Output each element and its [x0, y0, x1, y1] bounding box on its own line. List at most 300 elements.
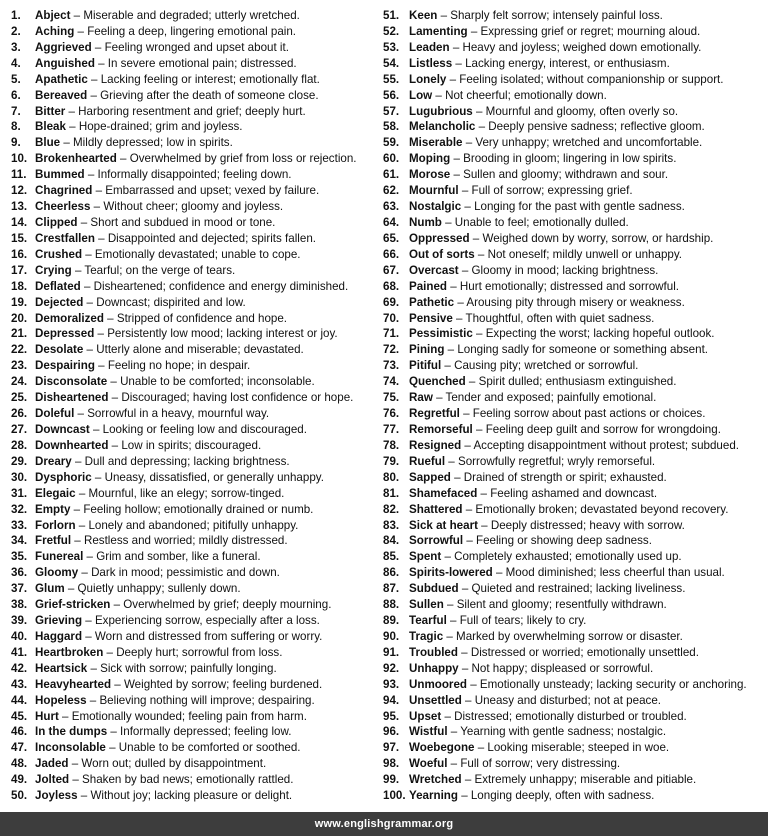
entry-number: 7. — [11, 104, 21, 118]
entry-word: Gloomy — [35, 566, 79, 580]
entry-number: 81. — [383, 486, 400, 500]
word-entry — [11, 247, 373, 263]
entry-word: Elegaic — [35, 486, 76, 500]
entry-definition: Thoughtful, often with quiet sadness. — [465, 311, 655, 325]
entry-number: 26. — [11, 407, 28, 421]
word-entry — [383, 263, 763, 279]
entry-separator: – — [444, 343, 458, 357]
entry-number: 50. — [11, 789, 28, 803]
entry-definition: Not oneself; mildly unwell or unhappy. — [487, 247, 682, 261]
entry-separator: – — [116, 152, 130, 166]
entry-number: 91. — [383, 645, 400, 659]
entry-definition: Disheartened; confidence and energy diminished. — [93, 279, 349, 293]
site-footer[interactable]: www.englishgrammar.org — [0, 812, 768, 836]
word-entry — [11, 295, 373, 311]
word-entry — [11, 374, 373, 390]
entry-separator: – — [462, 502, 476, 516]
entry-number: 55. — [383, 72, 400, 86]
entry-number: 78. — [383, 438, 400, 452]
word-entry — [383, 533, 763, 549]
word-entry — [383, 167, 763, 183]
word-entry — [11, 358, 373, 374]
word-entry — [11, 56, 373, 72]
word-entry — [11, 549, 373, 565]
entry-word: Out of sorts — [409, 247, 475, 261]
entry-word: Yearning — [409, 789, 458, 803]
entry-number: 39. — [11, 614, 28, 628]
entry-definition: Grim and somber, like a funeral. — [96, 550, 261, 564]
word-entry — [383, 470, 763, 486]
entry-definition: Emotionally unsteady; lacking security or anchoring. — [479, 677, 747, 691]
entry-word: Dreary — [35, 454, 72, 468]
entry-number: 24. — [11, 375, 28, 389]
entry-word: Miserable — [409, 136, 463, 150]
entry-word: Grief-stricken — [35, 598, 111, 612]
entry-word: Crying — [35, 263, 72, 277]
entry-definition: Tearful; on the verge of tears. — [84, 263, 236, 277]
entry-number: 90. — [383, 629, 400, 643]
entry-number: 15. — [11, 231, 28, 245]
entry-separator: – — [447, 757, 461, 771]
word-entry — [383, 390, 763, 406]
entry-separator: – — [450, 168, 464, 182]
word-entry — [383, 645, 763, 661]
entry-word: Bummed — [35, 168, 85, 182]
word-entry — [383, 40, 763, 56]
entry-number: 1. — [11, 9, 21, 22]
entry-number: 100. — [383, 789, 406, 803]
word-entry — [11, 581, 373, 597]
entry-separator: – — [92, 184, 106, 198]
word-entry — [11, 502, 373, 518]
entry-definition: Informally depressed; feeling low. — [120, 725, 292, 739]
entry-separator: – — [432, 391, 446, 405]
entry-separator: – — [450, 470, 464, 484]
entry-separator: – — [90, 200, 104, 214]
entry-separator: – — [472, 327, 486, 341]
entry-word: Shamefaced — [409, 486, 478, 500]
entry-number: 73. — [383, 359, 400, 373]
entry-definition: Disappointed and dejected; spirits fallen. — [107, 231, 316, 245]
word-entry — [11, 167, 373, 183]
word-entry — [383, 597, 763, 613]
entry-word: Anguished — [35, 56, 95, 70]
entry-definition: In severe emotional pain; distressed. — [107, 56, 297, 70]
entry-word: Troubled — [409, 645, 458, 659]
word-entry — [383, 724, 763, 740]
entry-separator: – — [83, 343, 97, 357]
entry-separator: – — [94, 327, 108, 341]
word-entry — [383, 756, 763, 772]
entry-separator: – — [105, 741, 119, 755]
entry-definition: Deeply distressed; heavy with sorrow. — [490, 518, 685, 532]
word-entry — [383, 677, 763, 693]
entry-word: Heartsick — [35, 661, 88, 675]
entry-separator: – — [461, 438, 474, 452]
word-entry — [11, 40, 373, 56]
entry-definition: Feeling or showing deep sadness. — [476, 534, 652, 548]
entry-definition: Deeply pensive sadness; reflective gloom. — [488, 120, 705, 134]
entry-word: Hopeless — [35, 693, 87, 707]
entry-number: 10. — [11, 152, 28, 166]
entry-definition: Feeling no hope; in despair. — [107, 359, 251, 373]
entry-definition: Longing deeply, often with sadness. — [470, 789, 655, 803]
entry-separator: – — [71, 263, 85, 277]
word-entry — [11, 470, 373, 486]
entry-separator: – — [465, 375, 479, 389]
entry-number: 21. — [11, 327, 28, 341]
entry-separator: – — [441, 709, 455, 723]
entry-separator: – — [441, 359, 455, 373]
entry-separator: – — [58, 709, 72, 723]
entry-number: 80. — [383, 470, 400, 484]
entry-number: 95. — [383, 709, 400, 723]
entry-word: Unmoored — [409, 677, 467, 691]
entry-number: 19. — [11, 295, 28, 309]
entry-word: Fretful — [35, 534, 72, 548]
entry-separator: – — [107, 375, 121, 389]
entry-definition: Gloomy in mood; lacking brightness. — [471, 263, 659, 277]
entry-definition: Expecting the worst; lacking hopeful outlook. — [485, 327, 715, 341]
entry-definition: Discouraged; having lost confidence or hope. — [121, 391, 354, 405]
entry-word: Crestfallen — [35, 231, 95, 245]
entry-definition: Looking or feeling low and discouraged. — [102, 422, 307, 436]
entry-number: 68. — [383, 279, 400, 293]
word-entry — [11, 422, 373, 438]
entry-word: Low — [409, 88, 433, 102]
entry-word: Pensive — [409, 311, 453, 325]
entry-word: Resigned — [409, 438, 462, 452]
entry-number: 8. — [11, 120, 21, 134]
word-entry — [383, 438, 763, 454]
entry-definition: Arousing pity through misery or weakness. — [466, 295, 685, 309]
entry-number: 44. — [11, 693, 28, 707]
entry-definition: Longing sadly for someone or something absent. — [457, 343, 709, 357]
entry-separator: – — [71, 454, 85, 468]
entry-definition: Unable to feel; emotionally dulled. — [454, 215, 629, 229]
entry-number: 23. — [11, 359, 28, 373]
entry-separator: – — [65, 120, 79, 134]
word-entry — [11, 486, 373, 502]
entry-separator: – — [74, 407, 88, 421]
word-entry — [383, 581, 763, 597]
entry-number: 64. — [383, 215, 400, 229]
entry-definition: Shaken by bad news; emotionally rattled. — [82, 773, 294, 787]
word-entry — [11, 677, 373, 693]
entry-number: 53. — [383, 40, 400, 54]
entry-separator: – — [74, 24, 88, 38]
entry-separator: – — [475, 120, 489, 134]
entry-word: Despairing — [35, 359, 95, 373]
entry-number: 63. — [383, 200, 400, 214]
word-entry — [11, 518, 373, 534]
entry-number: 87. — [383, 582, 400, 596]
entry-separator: – — [452, 311, 466, 325]
entry-number: 69. — [383, 295, 400, 309]
entry-number: 25. — [11, 391, 28, 405]
entry-number: 31. — [11, 486, 28, 500]
entry-definition: Feeling sorrow about past actions or choices. — [472, 407, 706, 421]
entry-definition: Persistently low mood; lacking interest or joy. — [107, 327, 338, 341]
entry-word: Tearful — [409, 614, 447, 628]
entry-word: Wistful — [409, 725, 448, 739]
entry-separator: – — [458, 661, 472, 675]
entry-separator: – — [469, 231, 483, 245]
entry-definition: Completely exhausted; emotionally used up. — [454, 550, 682, 564]
entry-definition: Feeling a deep, lingering emotional pain. — [87, 24, 297, 38]
entry-definition: Miserable and degraded; utterly wretched. — [83, 9, 300, 22]
entry-definition: Full of tears; likely to cry. — [459, 614, 587, 628]
entry-separator: – — [466, 677, 480, 691]
entry-definition: Feeling wronged and upset about it. — [104, 40, 289, 54]
entry-number: 33. — [11, 518, 28, 532]
word-entry — [11, 629, 373, 645]
entry-separator: – — [77, 789, 91, 803]
entry-separator: – — [450, 152, 464, 166]
entry-word: Regretful — [409, 407, 460, 421]
entry-separator: – — [457, 789, 471, 803]
entry-number: 61. — [383, 168, 400, 182]
word-entry — [383, 486, 763, 502]
word-entry — [383, 740, 763, 756]
word-entry — [383, 422, 763, 438]
entry-number: 5. — [11, 72, 21, 86]
entry-definition: Distressed; emotionally disturbed or troubled. — [454, 709, 687, 723]
word-entry — [11, 24, 373, 40]
word-entry — [383, 565, 763, 581]
entry-definition: Very unhappy; wretched and uncomfortable. — [475, 136, 703, 150]
entry-separator: – — [107, 725, 121, 739]
entry-separator: – — [446, 72, 460, 86]
entry-number: 9. — [11, 136, 21, 150]
entry-separator: – — [71, 534, 84, 548]
entry-separator: – — [458, 582, 472, 596]
entry-number: 47. — [11, 741, 28, 755]
entry-separator: – — [110, 598, 124, 612]
entry-number: 20. — [11, 311, 28, 325]
entry-word: Downhearted — [35, 438, 109, 452]
word-entry — [11, 119, 373, 135]
word-entry — [11, 72, 373, 88]
entry-definition: Short and subdued in mood or tone. — [90, 215, 276, 229]
entry-word: In the dumps — [35, 725, 108, 739]
entry-definition: Harboring resentment and grief; deeply hurt. — [78, 104, 306, 118]
entry-number: 51. — [383, 9, 400, 22]
entry-separator: – — [447, 725, 461, 739]
entry-word: Numb — [409, 215, 442, 229]
entry-separator: – — [443, 598, 457, 612]
entry-word: Moping — [409, 152, 451, 166]
word-entry — [11, 215, 373, 231]
entry-definition: Weighted by sorrow; feeling burdened. — [123, 677, 323, 691]
entry-word: Clipped — [35, 215, 78, 229]
entry-number: 66. — [383, 247, 400, 261]
entry-number: 40. — [11, 629, 28, 643]
entry-separator: – — [68, 757, 82, 771]
word-entry — [383, 151, 763, 167]
entry-word: Leaden — [409, 40, 450, 54]
word-entry — [11, 645, 373, 661]
word-list-column-right — [383, 8, 763, 804]
word-entry — [383, 342, 763, 358]
entry-definition: Restless and worried; mildly distressed. — [83, 534, 288, 548]
entry-separator: – — [82, 614, 95, 628]
word-entry — [11, 231, 373, 247]
word-entry — [11, 199, 373, 215]
entry-definition: Tender and exposed; painfully emotional. — [445, 391, 657, 405]
entry-separator: – — [83, 295, 97, 309]
entry-separator: – — [89, 422, 103, 436]
entry-separator: – — [474, 247, 488, 261]
entry-word: Apathetic — [35, 72, 88, 86]
entry-number: 83. — [383, 518, 400, 532]
entry-separator: – — [477, 486, 491, 500]
entry-number: 94. — [383, 693, 400, 707]
entry-word: Demoralized — [35, 311, 104, 325]
entry-definition: Weighed down by worry, sorrow, or hardship. — [482, 231, 714, 245]
entry-word: Doleful — [35, 407, 75, 421]
entry-number: 17. — [11, 263, 28, 277]
entry-definition: Uneasy and disturbed; not at peace. — [474, 693, 661, 707]
word-entry — [383, 104, 763, 120]
entry-word: Quenched — [409, 375, 466, 389]
entry-separator: – — [108, 438, 122, 452]
entry-definition: Unable to be comforted or soothed. — [118, 741, 301, 755]
entry-word: Glum — [35, 582, 65, 596]
entry-number: 65. — [383, 231, 400, 245]
entry-separator: – — [474, 741, 488, 755]
entry-separator: – — [458, 263, 472, 277]
entry-word: Keen — [409, 9, 438, 22]
entry-separator: – — [441, 550, 455, 564]
entry-definition: Believing nothing will improve; despairing. — [99, 693, 315, 707]
entry-number: 92. — [383, 661, 400, 675]
entry-separator: – — [432, 88, 446, 102]
entry-word: Disheartened — [35, 391, 109, 405]
entry-number: 32. — [11, 502, 28, 516]
entry-word: Pitiful — [409, 359, 442, 373]
entry-number: 46. — [11, 725, 28, 739]
word-entry — [383, 772, 763, 788]
entry-definition: Accepting disappointment without protest; subdued. — [473, 438, 739, 452]
word-entry — [11, 772, 373, 788]
entry-word: Funereal — [35, 550, 84, 564]
entry-number: 82. — [383, 502, 400, 516]
word-entry — [11, 724, 373, 740]
word-entry — [383, 56, 763, 72]
entry-definition: Feeling deep guilt and sorrow for wrongdoing. — [485, 422, 721, 436]
word-entry — [383, 454, 763, 470]
word-entry — [383, 295, 763, 311]
entry-separator: – — [461, 773, 475, 787]
entry-separator: – — [65, 104, 79, 118]
entry-word: Aching — [35, 24, 75, 38]
word-entry — [11, 183, 373, 199]
entry-number: 76. — [383, 407, 400, 421]
entry-number: 85. — [383, 550, 400, 564]
entry-separator: – — [472, 422, 486, 436]
entry-number: 67. — [383, 263, 400, 277]
entry-definition: Hope-drained; grim and joyless. — [78, 120, 243, 134]
entry-number: 86. — [383, 566, 400, 580]
entry-definition: Overwhelmed by grief from loss or rejection. — [129, 152, 357, 166]
entry-word: Heartbroken — [35, 645, 104, 659]
entry-word: Pining — [409, 343, 445, 357]
word-entry — [11, 740, 373, 756]
entry-word: Overcast — [409, 263, 459, 277]
entry-definition: Sick with sorrow; painfully longing. — [100, 661, 277, 675]
entry-number: 75. — [383, 391, 400, 405]
entry-definition: Marked by overwhelming sorrow or disaster. — [456, 629, 683, 643]
word-entry — [11, 326, 373, 342]
entry-word: Woebegone — [409, 741, 475, 755]
entry-word: Forlorn — [35, 518, 76, 532]
entry-number: 98. — [383, 757, 400, 771]
word-entry — [11, 788, 373, 804]
entry-separator: – — [492, 566, 506, 580]
entry-word: Jaded — [35, 757, 69, 771]
entry-separator: – — [447, 279, 460, 293]
entry-definition: Sharply felt sorrow; intensely painful loss. — [450, 9, 663, 22]
entry-word: Pathetic — [409, 295, 455, 309]
entry-definition: Quietly unhappy; sullenly down. — [77, 582, 241, 596]
entry-number: 12. — [11, 184, 28, 198]
entry-definition: Brooding in gloom; lingering in low spirits. — [463, 152, 677, 166]
entry-number: 59. — [383, 136, 400, 150]
entry-definition: Not cheerful; emotionally down. — [445, 88, 607, 102]
entry-number: 42. — [11, 661, 28, 675]
entry-separator: – — [91, 40, 105, 54]
word-entry — [383, 629, 763, 645]
entry-separator: – — [77, 215, 91, 229]
entry-word: Disconsolate — [35, 375, 108, 389]
entry-separator: – — [80, 279, 94, 293]
entry-number: 70. — [383, 311, 400, 325]
word-entry — [383, 279, 763, 295]
entry-number: 49. — [11, 773, 28, 787]
word-entry — [11, 597, 373, 613]
word-entry — [383, 183, 763, 199]
word-entry — [11, 279, 373, 295]
entry-word: Remorseful — [409, 422, 473, 436]
entry-separator: – — [87, 88, 101, 102]
entry-number: 11. — [11, 168, 27, 182]
word-entry — [383, 215, 763, 231]
entry-separator: – — [449, 40, 463, 54]
entry-definition: Emotionally devastated; unable to cope. — [94, 247, 301, 261]
entry-word: Crushed — [35, 247, 83, 261]
entry-definition: Worn and distressed from suffering or worry. — [94, 629, 323, 643]
entry-definition: Mournful, like an elegy; sorrow-tinged. — [88, 486, 285, 500]
word-entry — [383, 199, 763, 215]
entry-word: Sick at heart — [409, 518, 478, 532]
entry-definition: Distressed or worried; emotionally unsettled. — [470, 645, 699, 659]
entry-definition: Downcast; dispirited and low. — [96, 295, 246, 309]
entry-number: 41. — [11, 645, 28, 659]
word-entry — [11, 263, 373, 279]
entry-definition: Expressing grief or regret; mourning aloud. — [480, 24, 701, 38]
entry-word: Jolted — [35, 773, 70, 787]
entry-number: 52. — [383, 24, 400, 38]
entry-word: Listless — [409, 56, 453, 70]
entry-separator: – — [445, 454, 458, 468]
entry-word: Upset — [409, 709, 442, 723]
entry-definition: Utterly alone and miserable; devastated. — [96, 343, 304, 357]
entry-definition: Embarrassed and upset; vexed by failure. — [105, 184, 320, 198]
entry-separator: – — [86, 693, 100, 707]
entry-separator: – — [111, 677, 124, 691]
entry-number: 29. — [11, 454, 28, 468]
